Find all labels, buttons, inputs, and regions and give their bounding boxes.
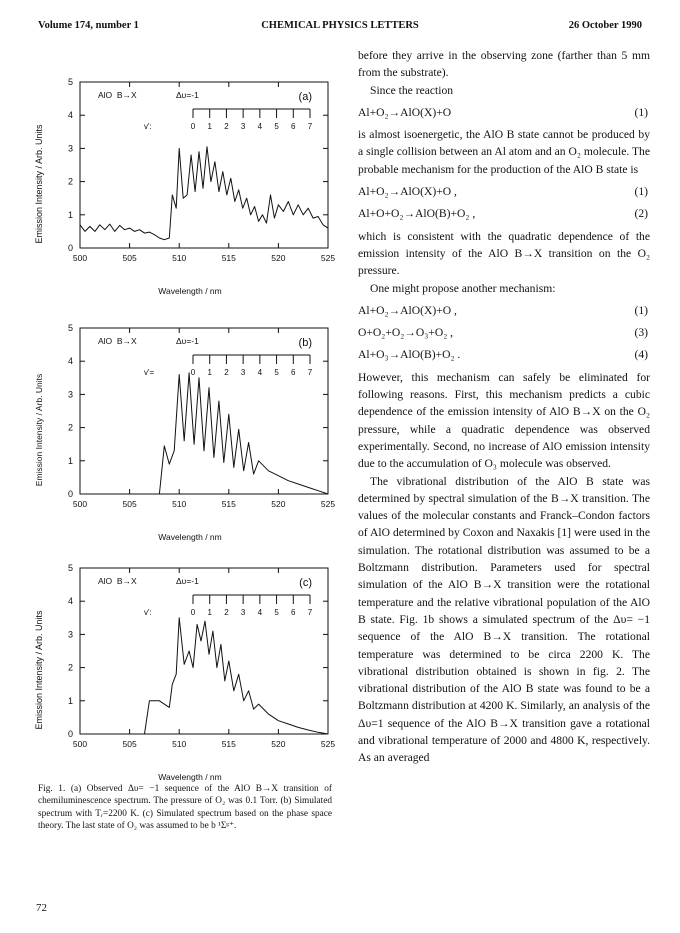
x-tick-label: 510 <box>172 499 187 509</box>
v-number: 2 <box>224 608 229 617</box>
v-number: 3 <box>240 368 246 377</box>
issue-date: 26 October 1990 <box>568 20 642 31</box>
equation-number: (3) <box>634 326 648 340</box>
paragraph: However, this mechanism can safely be eliminated for following reasons. First, this mechanism predicts a cubic dependence of the emission intensity of AlO B→X on the O₂ pressure, while a quadratic dependence was observed experimentally. Second, no increase of AlO emission intensity due to the accumulation of O₃ molecule was observed. <box>358 370 650 471</box>
spectrum-trace <box>80 618 328 734</box>
v-number: 5 <box>274 608 279 617</box>
v-number: 6 <box>291 368 296 377</box>
v-number: 1 <box>207 368 212 377</box>
y-tick-label: 1 <box>67 695 73 706</box>
spectrum-line <box>80 147 328 240</box>
v-number: 4 <box>257 608 263 617</box>
v-number: 7 <box>307 368 313 377</box>
y-tick-label: 3 <box>67 143 73 154</box>
axes <box>68 77 335 263</box>
equation-4 <box>358 346 650 363</box>
x-tick-label: 500 <box>72 499 88 509</box>
x-tick-label: 505 <box>122 253 137 263</box>
y-axis-label: Emission Intensity / Arb. Units <box>34 124 44 244</box>
v-label: v': <box>144 122 152 131</box>
x-tick-label: 520 <box>271 499 286 509</box>
x-axis-label: Wavelength / nm <box>158 286 222 296</box>
spectrum-trace <box>80 373 328 494</box>
y-tick-label: 4 <box>67 356 73 367</box>
v-number: 5 <box>274 368 279 377</box>
x-tick-label: 520 <box>271 739 286 749</box>
v-number: 7 <box>307 122 313 131</box>
x-tick-label: 500 <box>72 253 88 263</box>
page-number: 72 <box>36 902 47 914</box>
equation-expression: Al+O₂→AlO(X)+O <box>358 105 452 119</box>
equation-number: (2) <box>634 207 648 221</box>
figure-panel-c <box>28 558 340 783</box>
v-number: 5 <box>274 122 279 131</box>
figure-panel-a <box>28 72 340 297</box>
x-tick-label: 510 <box>172 739 187 749</box>
panel-label: (c) <box>299 577 312 589</box>
x-axis-label: Wavelength / nm <box>158 772 222 782</box>
v-number: 0 <box>190 608 196 617</box>
paragraph: The vibrational distribution of the AlO B state was determined by spectral simulation of the B→X transition. The values of the molecular constants and Franck–Condon factors of AlO determined by Coxon and Naxakis [1] were used in the simulation. The rotational distribution was assumed to be a Boltzmann distribution. Parameters used for spectral simulation of the AlO B→X transition were the rotational temperature and the relative vibrational population of the AlO B state. Fig. 1b shows a simulated spectrum of the Δυ= −1 sequence of the AlO B→X transition. The rotational temperature was determined to be circa 2200 K. The vibrational distribution obtained is shown in fig. 2. The vibrational distribution of the AlO B state was found to be a Boltzmann distribution at 4200 K. Similarly, an analysis of the Δυ=1 sequence of the AlO B→X transition gave a rotational and vibrational temperature of 2000 and 4800 K, respectively. As an averaged <box>358 474 650 765</box>
v-number: 0 <box>190 368 196 377</box>
sequence-label: Δυ=-1 <box>176 576 199 586</box>
y-tick-label: 0 <box>67 243 73 253</box>
spectrum-chart-c <box>28 558 340 783</box>
x-tick-label: 515 <box>221 739 236 749</box>
y-tick-label: 0 <box>67 729 73 739</box>
v-number: 4 <box>257 122 263 131</box>
right-column-text <box>358 47 650 767</box>
y-axis-label: Emission Intensity / Arb. Units <box>34 610 44 730</box>
paragraph: One might propose another mechanism: <box>370 281 556 295</box>
y-tick-label: 3 <box>67 629 73 640</box>
y-tick-label: 4 <box>67 596 73 607</box>
x-tick-label: 505 <box>122 739 137 749</box>
x-tick-label: 500 <box>72 739 88 749</box>
x-tick-label: 510 <box>172 253 187 263</box>
equation-expression: Al+O₂→AlO(X)+O , <box>358 303 457 317</box>
v-number: 2 <box>224 368 229 377</box>
panel-label: (a) <box>298 91 312 103</box>
equation-number: (1) <box>634 105 648 119</box>
x-tick-label: 520 <box>271 253 286 263</box>
v-number: 4 <box>257 368 263 377</box>
sequence-label: Δυ=-1 <box>176 336 199 346</box>
v-number: 3 <box>240 608 246 617</box>
v-number: 3 <box>240 122 246 131</box>
figure-caption: Fig. 1. (a) Observed Δυ= −1 sequence of the AlO B→X transition of chemiluminescence spectrum. The pressure of O₂ was 0.1 Torr. (b) Simulated spectrum with Tᵣ=2200 K. (c) Simulated spectrum based on the phase space theory. The last state of O₂ was assumed to be b ¹Σᵍ⁺. <box>38 784 332 831</box>
x-tick-label: 525 <box>320 499 336 509</box>
v-number: 7 <box>307 608 313 617</box>
equation-number: (1) <box>634 303 648 317</box>
paragraph: which is consistent with the quadratic dependence of the emission intensity of the AlO B→X transition on the O₂ pressure. <box>358 229 650 278</box>
x-axis-label: Wavelength / nm <box>158 532 222 542</box>
journal-title: CHEMICAL PHYSICS LETTERS <box>261 20 419 31</box>
equation-1b <box>358 183 650 200</box>
equation-1c <box>358 302 650 319</box>
v-number: 0 <box>190 122 196 131</box>
y-tick-label: 2 <box>67 662 73 673</box>
equation-expression: Al+O+O₂→AlO(B)+O₂ , <box>358 207 476 221</box>
axes <box>68 563 335 749</box>
v-number-group <box>191 355 313 377</box>
equation-1 <box>358 104 650 121</box>
v-number: 6 <box>291 608 296 617</box>
y-tick-label: 1 <box>67 209 73 220</box>
transition-label: AlO B→X <box>98 576 137 586</box>
v-number-group <box>191 595 313 617</box>
y-tick-label: 4 <box>67 110 73 121</box>
v-number: 1 <box>207 122 212 131</box>
transition-label: AlO B→X <box>98 336 137 346</box>
x-tick-label: 525 <box>320 739 336 749</box>
spectrum-trace <box>80 147 328 240</box>
equation-number: (1) <box>634 185 648 199</box>
spectrum-line <box>80 373 328 494</box>
x-tick-label: 525 <box>320 253 336 263</box>
equation-number: (4) <box>634 348 648 362</box>
equation-expression: Al+O₂→AlO(X)+O , <box>358 185 457 199</box>
x-tick-label: 515 <box>221 499 236 509</box>
y-axis-label: Emission Intensity / Arb. Units <box>34 373 44 487</box>
equation-expression: O+O₂+O₂→O₃+O₂ , <box>358 326 454 340</box>
equation-2 <box>358 205 650 222</box>
spectrum-chart-a <box>28 72 340 297</box>
y-tick-label: 3 <box>67 389 73 400</box>
v-number: 1 <box>207 608 212 617</box>
y-tick-label: 5 <box>67 77 73 87</box>
v-number: 2 <box>224 122 229 131</box>
y-tick-label: 2 <box>67 422 73 433</box>
paragraph: before they arrive in the observing zone (farther than 5 mm from the substrate). <box>358 49 650 80</box>
v-number: 6 <box>291 122 296 131</box>
paragraph: is almost isoenergetic, the AlO B state cannot be produced by a single collision between an Al atom and an O₂ molecule. The probable mechanism for the production of the AlO B state is <box>358 128 650 176</box>
y-tick-label: 5 <box>67 323 73 333</box>
plot-frame <box>80 82 328 248</box>
panel-label: (b) <box>298 337 312 349</box>
journal-volume: Volume 174, number 1 <box>38 20 139 31</box>
y-tick-label: 0 <box>67 489 73 499</box>
y-tick-label: 1 <box>67 455 73 466</box>
v-label: v': <box>144 608 152 617</box>
equation-3 <box>358 324 650 341</box>
x-tick-label: 505 <box>122 499 137 509</box>
plot-frame <box>80 568 328 734</box>
transition-label: AlO B→X <box>98 90 137 100</box>
v-number-group <box>191 109 313 131</box>
spectrum-line <box>80 618 328 734</box>
y-tick-label: 2 <box>67 176 73 187</box>
x-tick-label: 515 <box>221 253 236 263</box>
sequence-label: Δυ=-1 <box>176 90 199 100</box>
spectrum-chart-b <box>28 318 340 543</box>
v-label: v'= <box>144 368 155 377</box>
equation-expression: Al+O₃→AlO(B)+O₂ . <box>358 348 461 362</box>
plot-frame <box>80 328 328 494</box>
y-tick-label: 5 <box>67 563 73 573</box>
figure-panel-b <box>28 318 340 543</box>
paragraph: Since the reaction <box>370 83 454 97</box>
